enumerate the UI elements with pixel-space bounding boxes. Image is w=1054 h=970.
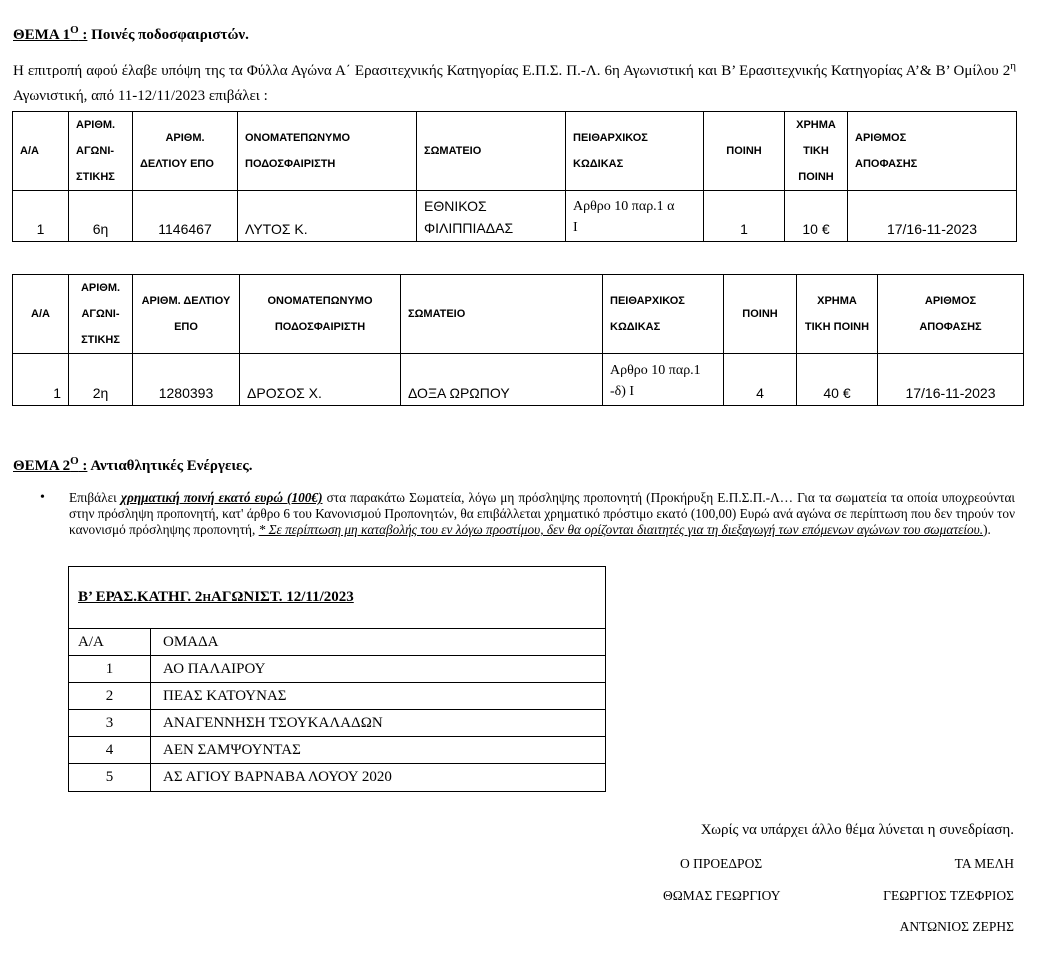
members-label: ΤΑ ΜΕΛΗ [954, 856, 1014, 871]
col-decision: ΑΡΙΘΜΟΣ ΑΠΟΦΑΣΗΣ [848, 112, 1017, 191]
col-club: ΣΩΜΑΤΕΙΟ [417, 112, 566, 191]
col-player-name: ΟΝΟΜΑΤΕΠΩΝΥΜΟ ΠΟΔΟΣΦΑΙΡΙΣΤΗ [240, 275, 401, 354]
cell-team: ΑΟ ΠΑΛΑΙΡΟΥ [163, 660, 266, 677]
cell-aa: 1 [13, 354, 69, 406]
col-decision: ΑΡΙΘΜΟΣ ΑΠΟΦΑΣΗΣ [878, 275, 1024, 354]
cell-aa: 4 [69, 737, 151, 763]
bullet-icon: • [40, 490, 45, 505]
cell-penalty: 1 [704, 191, 785, 242]
cell-fine: 40 € [797, 354, 878, 406]
table-row [69, 683, 605, 710]
col-aa: Α/Α [13, 112, 69, 191]
cell-decision: 17/16-11-2023 [878, 354, 1024, 406]
col-card: ΑΡΙΘΜ. ΔΕΛΤΙΟΥ ΕΠΟ [133, 112, 238, 191]
col-fine: ΧΡΗΜΑ ΤΙΚΗ ΠΟΙΝΗ [785, 112, 848, 191]
table-row [69, 710, 605, 737]
cell-aa: 1 [69, 656, 151, 682]
cell-club: ΕΘΝΙΚΟΣ ΦΙΛΙΠΠΙΑΔΑΣ [417, 191, 566, 242]
col-aa: Α/Α [13, 275, 69, 354]
table-row [13, 354, 1024, 406]
table-row [13, 191, 1017, 242]
col-penalty: ΠΟΙΝΗ [704, 112, 785, 191]
fined-teams-table [68, 566, 606, 792]
cell-team: ΑΝΑΓΕΝΝΗΣΗ ΤΣΟΥΚΑΛΑΔΩΝ [163, 714, 383, 731]
table-row [69, 656, 605, 683]
teams-table-title: Β’ ΕΡΑΣ.ΚΑΤΗΓ. 2 Η ΑΓΩΝΙΣΤ. 12/11/2023 [69, 567, 605, 629]
col-round: ΑΡΙΘΜ. ΑΓΩΝΙ- ΣΤΙΚΗΣ [69, 112, 133, 191]
cell-aa: 3 [69, 710, 151, 736]
cell-code: Αρθρο 10 παρ.1 α Ι [566, 191, 704, 242]
teams-header-row [69, 629, 605, 656]
cell-club: ΔΟΞΑ ΩΡΩΠΟΥ [401, 354, 603, 406]
theme2-paragraph: Επιβάλει χρηματική ποινή εκατό ευρώ (100€) στα παρακάτω Σωματεία, λόγω μη πρόσληψης προπονητή (Προκήρυξη Ε.Π.Σ.Π.-Λ… Για τα σωματεία τα οποία υποχρεούνται στην πρόσληψη προπονητή, κατ' άρθρο 6 του Κανονισμού Προπονητών, θα επιβάλλεται χρηματικό πρόστιμο εκατό (100,00) Ευρώ ανά αγώνα σε περίπτωση που δεν τηρούν τον κανονισμό πρόσληψης προπονητή, * Σε περίπτωση μη καταβολής του εν λόγω προστίμου, δεν θα ορίζονται διαιτητές για τη διεξαγωγή των επόμενων αγώνων του σωματείου.). [69, 490, 1015, 537]
cell-aa: 5 [69, 764, 151, 791]
col-penalty: ΠΟΙΝΗ [724, 275, 797, 354]
cell-team: ΠΕΑΣ ΚΑΤΟΥΝΑΣ [163, 687, 287, 704]
table-header-row [13, 112, 1017, 191]
cell-penalty: 4 [724, 354, 797, 406]
cell-fine: 10 € [785, 191, 848, 242]
president-label: Ο ΠΡΟΕΔΡΟΣ [680, 856, 763, 871]
col-player-name: ΟΝΟΜΑΤΕΠΩΝΥΜΟ ΠΟΔΟΣΦΑΙΡΙΣΤΗ [238, 112, 417, 191]
member-name: ΑΝΤΩΝΙΟΣ ΖΕΡΗΣ [899, 919, 1014, 934]
table-row [69, 737, 605, 764]
cell-team: ΑΕΝ ΣΑΜΨΟΥΝΤΑΣ [163, 741, 301, 758]
cell-aa: 1 [13, 191, 69, 242]
cell-card: 1280393 [133, 354, 240, 406]
closing-statement: Χωρίς να υπάρχει άλλο θέμα λύνεται η συνεδρίαση. [700, 822, 1014, 838]
theme1-heading [13, 24, 249, 44]
col-club: ΣΩΜΑΤΕΙΟ [401, 275, 603, 354]
penalties-table-1 [12, 111, 1017, 242]
col-round: ΑΡΙΘΜ. ΑΓΩΝΙ- ΣΤΙΚΗΣ [69, 275, 133, 354]
table-row [69, 764, 605, 791]
president-name: ΘΩΜΑΣ ΓΕΩΡΓΙΟΥ [663, 888, 781, 903]
cell-player-name: ΔΡΟΣΟΣ Χ. [240, 354, 401, 406]
col-fine: ΧΡΗΜΑ ΤΙΚΗ ΠΟΙΝΗ [797, 275, 878, 354]
col-code: ΠΕΙΘΑΡΧΙΚΟΣ ΚΩΔΙΚΑΣ [566, 112, 704, 191]
cell-player-name: ΛΥΤΟΣ Κ. [238, 191, 417, 242]
col-team: ΟΜΑΔΑ [163, 633, 219, 650]
col-aa: Α/Α [69, 629, 151, 655]
col-card: ΑΡΙΘΜ. ΔΕΛΤΙΟΥ ΕΠΟ [133, 275, 240, 354]
cell-round: 2η [69, 354, 133, 406]
col-code: ΠΕΙΘΑΡΧΙΚΟΣ ΚΩΔΙΚΑΣ [603, 275, 724, 354]
theme2-title-text: Αντιαθλητικές Ενέργειες. [87, 458, 253, 474]
cell-decision: 17/16-11-2023 [848, 191, 1017, 242]
cell-aa: 2 [69, 683, 151, 709]
penalties-table-2 [12, 274, 1024, 406]
cell-card: 1146467 [133, 191, 238, 242]
theme2-title-label: ΘΕΜΑ $2^O$ : [13, 455, 88, 474]
cell-team: ΑΣ ΑΓΙΟΥ ΒΑΡΝΑΒΑ ΛΟΥΟΥ 2020 [163, 769, 392, 785]
theme1-title-label: ΘΕΜΑ $1^O$ : [13, 24, 88, 43]
member-name: ΓΕΩΡΓΙΟΣ ΤΖΕΦΡΙΟΣ [883, 888, 1014, 903]
theme1-title-text: Ποινές ποδοσφαιριστών. [87, 27, 249, 43]
theme2-heading [13, 455, 253, 475]
cell-code: Αρθρο 10 παρ.1 -δ) Ι [603, 354, 724, 406]
table-header-row [13, 275, 1024, 354]
theme1-intro: Η επιτροπή αφού έλαβε υπόψη της τα Φύλλα Αγώνα Α΄ Ερασιτεχνικής Κατηγορίας Ε.Π.Σ. Π.-Λ. 6η Αγωνιστική και Β’ Ερασιτεχνικής Κατηγορίας Α’& Β’ Ομίλου $2^\eta$ Αγωνιστική, από 11-12/11/2023 επιβάλει : [13, 60, 1016, 104]
cell-round: 6η [69, 191, 133, 242]
